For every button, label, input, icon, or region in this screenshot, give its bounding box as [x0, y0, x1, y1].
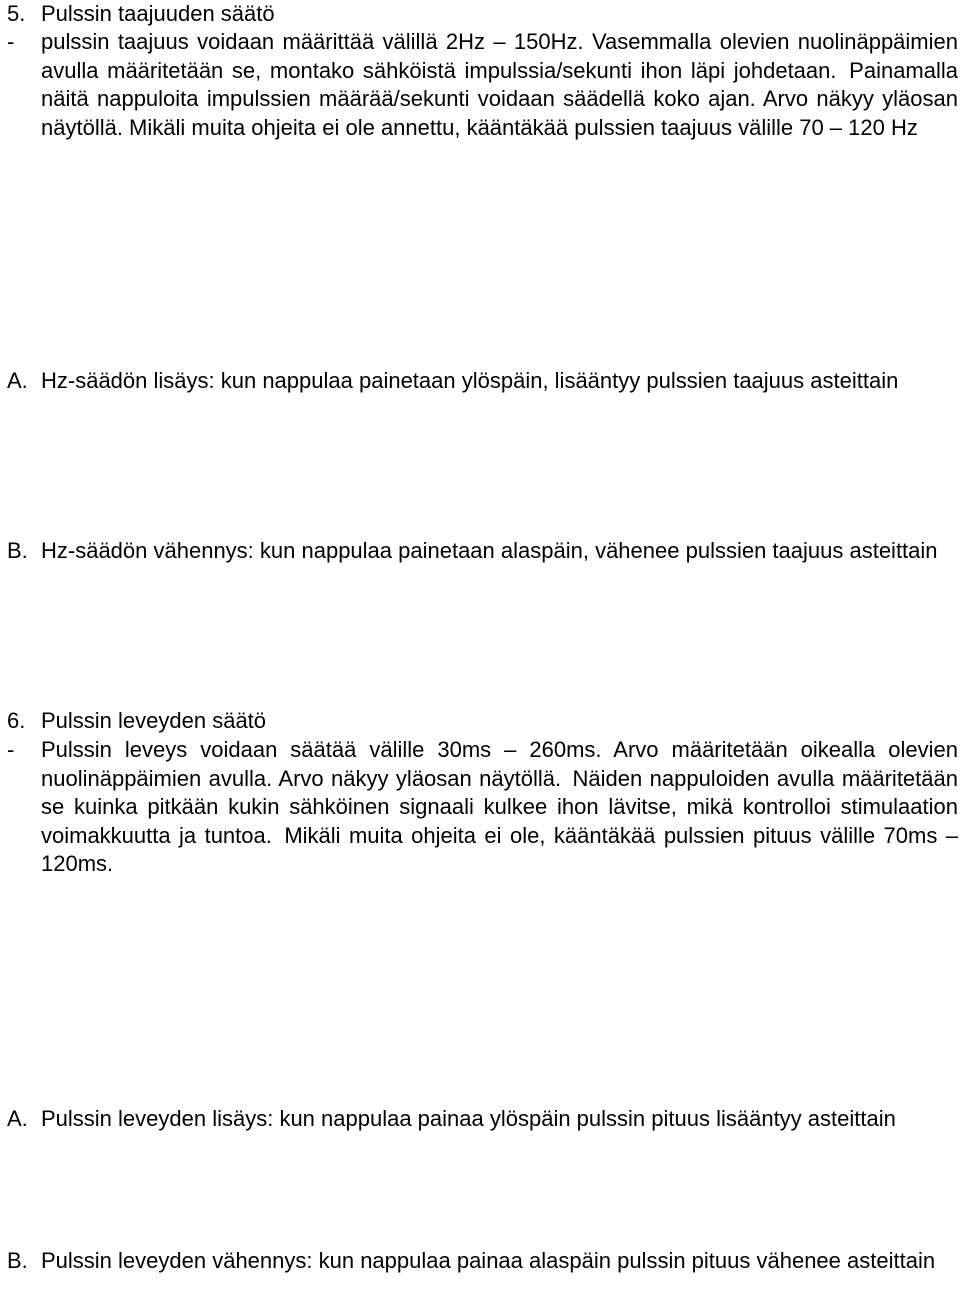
section-5-bullet: -: [7, 29, 15, 54]
section-6-item-b-marker: B.: [7, 1248, 28, 1273]
section-5-number: 5.: [7, 1, 26, 26]
section-6-heading: [7, 707, 958, 736]
section-5-item-b-marker: B.: [7, 538, 28, 563]
section-5-item-b-text: Hz-säädön vähennys: kun nappulaa painetaan alaspäin, vähenee pulssien taajuus asteittain: [41, 538, 938, 563]
section-5-text: [41, 28, 958, 142]
section-6-bullet: -: [7, 737, 15, 762]
section-5-text-part1: pulssin taajuus voidaan määrittää välillä 2Hz – 150Hz. Vasemmalla olevien nuolinäppäimien avulla määritetään se, montako sähköistä impulssia/sekunti ihon läpi johdetaan.: [41, 29, 958, 83]
section-5-item-a-marker: A.: [7, 368, 28, 393]
section-6-text-part2: Näiden nappuloiden avulla määritetään se kuinka pitkään kukin sähköinen signaali kulkee ihon lävitse, mikä kontrolloi stimulaation voimakkuutta ja tuntoa.: [41, 765, 958, 848]
section-6-text-part1: Pulssin leveys voidaan säätää välille 30ms – 260ms. Arvo määritetään oikealla olevien nuolinäppäimien avulla. Arvo näkyy yläosan näytöllä.: [41, 737, 958, 791]
section-6-text-part3: Mikäli muita ohjeita ei ole, kääntäkää pulssien pituus välille 70ms – 120ms.: [41, 822, 958, 877]
section-6-text: [41, 736, 958, 879]
section-5-item-b: [7, 537, 958, 566]
section-5-item-a: [7, 367, 958, 396]
section-5-text-part2: Painamalla näitä nappuloita impulssien määrää/sekunti voidaan säädellä koko ajan. Arvo näkyy yläosan näytöllä. Mikäli muita ohjeita ei ole annettu, kääntäkää pulssien taajuus välille 70 – 120 Hz: [41, 57, 958, 140]
section-5-heading: [7, 0, 958, 29]
section-6-item-a-text: Pulssin leveyden lisäys: kun nappulaa painaa ylöspäin pulssin pituus lisääntyy asteittain: [41, 1106, 896, 1131]
section-5-item-a-text: Hz-säädön lisäys: kun nappulaa painetaan ylöspäin, lisääntyy pulssien taajuus asteittain: [41, 368, 899, 393]
section-5-description: [7, 28, 958, 142]
section-6-item-b: [7, 1247, 958, 1276]
section-6-item-b-text: Pulssin leveyden vähennys: kun nappulaa painaa alaspäin pulssin pituus vähenee asteittain: [41, 1248, 936, 1273]
section-6-number: 6.: [7, 708, 26, 733]
section-5-title: Pulssin taajuuden säätö: [41, 1, 275, 26]
section-6-title: Pulssin leveyden säätö: [41, 708, 267, 733]
section-6-description: [7, 736, 958, 879]
section-6-item-a-marker: A.: [7, 1106, 28, 1131]
section-6-item-a: [7, 1105, 958, 1134]
